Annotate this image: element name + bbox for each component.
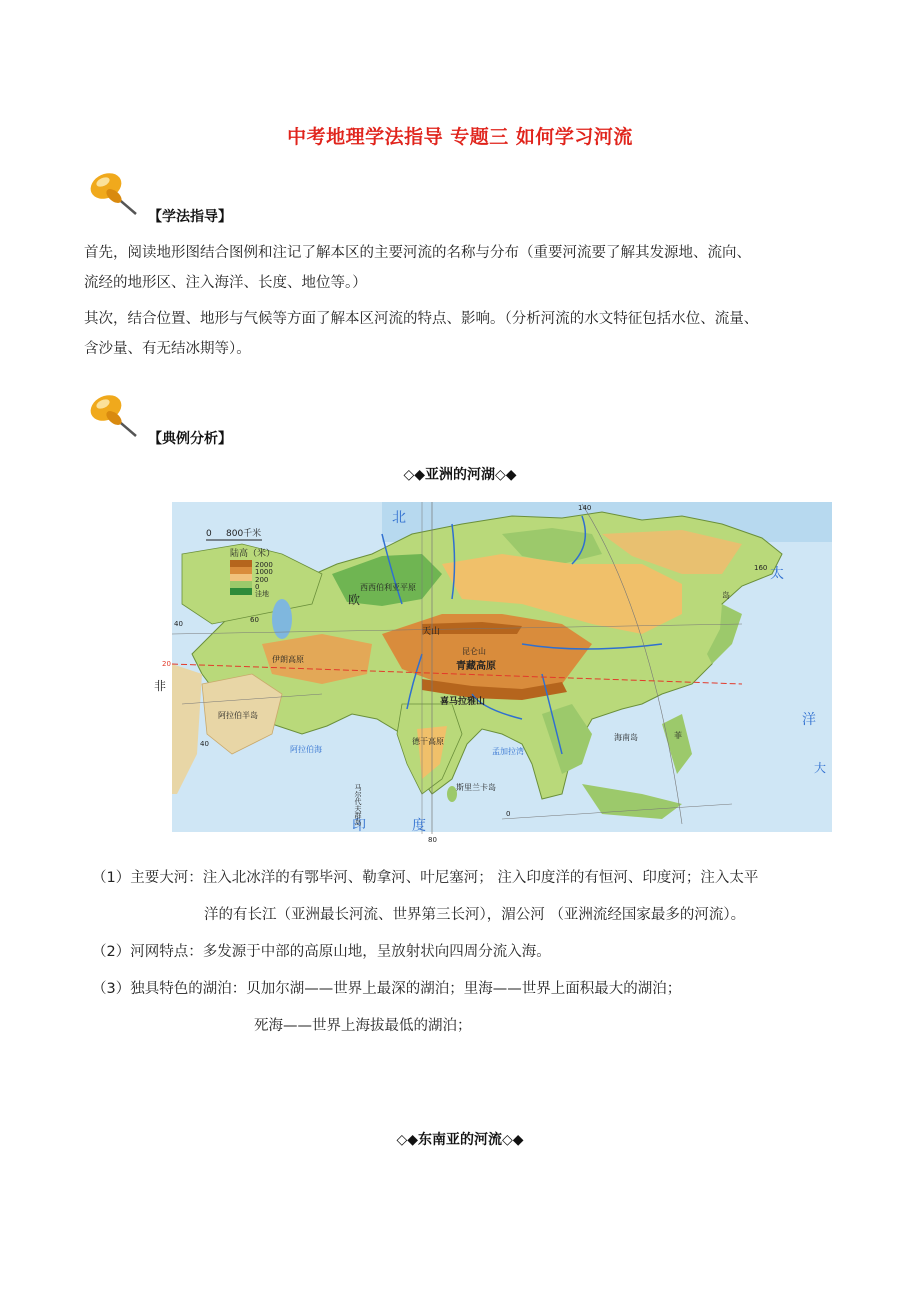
map-label-europe: 欧: [348, 593, 361, 607]
legend-level: 洼地: [255, 590, 269, 598]
point-text: 多发源于中部的高原山地，呈放射状向四周分流入海。: [202, 944, 551, 960]
map-label-lat: 0: [506, 810, 511, 818]
map-label-philippines: 菲: [674, 731, 682, 740]
map-label-maldives: 马尔代夫群岛: [354, 784, 362, 826]
map-label-lat: 40: [200, 740, 209, 748]
guide-text: [84, 238, 854, 364]
pushpin-icon: [86, 392, 142, 440]
caption-asia-rivers: ◇◆亚洲的河湖◇◆: [403, 467, 517, 483]
scale-zero-label: 0: [206, 529, 212, 539]
point-1-continued: 洋的有长江（亚洲最长河流、世界第三长河），湄公河 （亚洲流经国家最多的河流）。: [204, 907, 746, 923]
guide-line: 流经的地形区、注入海洋、长度、地位等。）: [84, 275, 367, 291]
point-label: 独具特色的湖泊：: [130, 981, 247, 997]
caption-southeast-asia-rivers: ◇◆东南亚的河流◇◆: [396, 1132, 524, 1148]
guide-line: 首先，阅读地形图结合图例和注记了解本区的主要河流的名称与分布（重要河流要了解其发源地、流向、: [84, 245, 751, 261]
page-title: 中考地理学法指导 专题三 如何学习河流: [287, 126, 633, 148]
legend-level: 0: [255, 583, 260, 591]
guide-line: 含沙量、有无结冰期等）。: [84, 341, 251, 357]
map-label-hainan: 海南岛: [614, 733, 638, 742]
map-label-arabia: 阿拉伯半岛: [218, 711, 258, 720]
point-3-continued: 死海——世界上海拔最低的湖泊；: [254, 1018, 472, 1034]
map-label-pacific-2: 洋: [802, 712, 816, 728]
point-number: （3）: [92, 981, 131, 997]
guide-line: 其次，结合位置、地形与气候等方面了解本区河流的特点、影响。（分析河流的水文特征包括水位、流量、: [84, 311, 759, 327]
point-text: 注入北冰洋的有鄂毕河、勒拿河、叶尼塞河； 注入印度洋的有恒河、印度河；注入太平: [202, 870, 759, 886]
point-text: 贝加尔湖——世界上最深的湖泊；里海——世界上面积最大的湖泊；: [246, 981, 682, 997]
map-label-lon: 160: [754, 564, 768, 572]
map-label-pacific-1: 太: [770, 566, 784, 582]
map-label-kunlun: 昆仑山: [462, 647, 486, 656]
legend-title: 陆高（米）: [230, 549, 276, 559]
point-3: [92, 976, 681, 1002]
map-label-lon: 140: [578, 504, 592, 512]
map-label-north: 北: [392, 510, 406, 526]
point-label: 河网特点：: [130, 944, 203, 960]
map-label-africa: 非: [154, 679, 167, 693]
map-label-pacific-3: 大: [814, 761, 827, 775]
map-label-island: 岛: [722, 591, 730, 600]
map-label-iran: 伊朗高原: [272, 655, 304, 664]
map-label-deccan: 德干高原: [412, 737, 444, 746]
map-label-srilanka: 斯里兰卡岛: [456, 783, 496, 792]
point-1: [92, 865, 758, 891]
map-label-indian-1: 印: [352, 818, 366, 834]
section-heading-analysis: 【典例分析】: [148, 431, 232, 447]
map-label-himalaya: 喜马拉雅山: [440, 697, 486, 707]
point-number: （1）: [92, 870, 131, 886]
map-label-lat: 40: [174, 620, 183, 628]
map-label-arabian-sea: 阿拉伯海: [290, 745, 322, 754]
legend-level: 1000: [255, 568, 273, 576]
map-label-tibetan-plateau: 青藏高原: [456, 661, 496, 672]
scale-label: 800千米: [226, 529, 262, 539]
legend-level: 2000: [255, 561, 273, 569]
map-label-siberia: 西西伯利亚平原: [360, 583, 416, 592]
asia-terrain-map: [122, 494, 842, 846]
section-heading-guide: 【学法指导】: [148, 209, 232, 225]
map-label-tianshan: 天山: [422, 627, 441, 637]
legend-level: 200: [255, 576, 269, 584]
map-label-lon: 80: [428, 836, 437, 844]
pushpin-icon: [86, 170, 142, 218]
map-label-lat: 20: [162, 660, 171, 668]
map-label-bengal: 孟加拉湾: [492, 747, 524, 756]
caspian-sea: [272, 599, 292, 639]
point-2: [92, 939, 551, 965]
point-number: （2）: [92, 944, 131, 960]
map-label-indian-2: 度: [412, 818, 426, 834]
map-label-lon: 60: [250, 616, 259, 624]
point-label: 主要大河：: [130, 870, 203, 886]
